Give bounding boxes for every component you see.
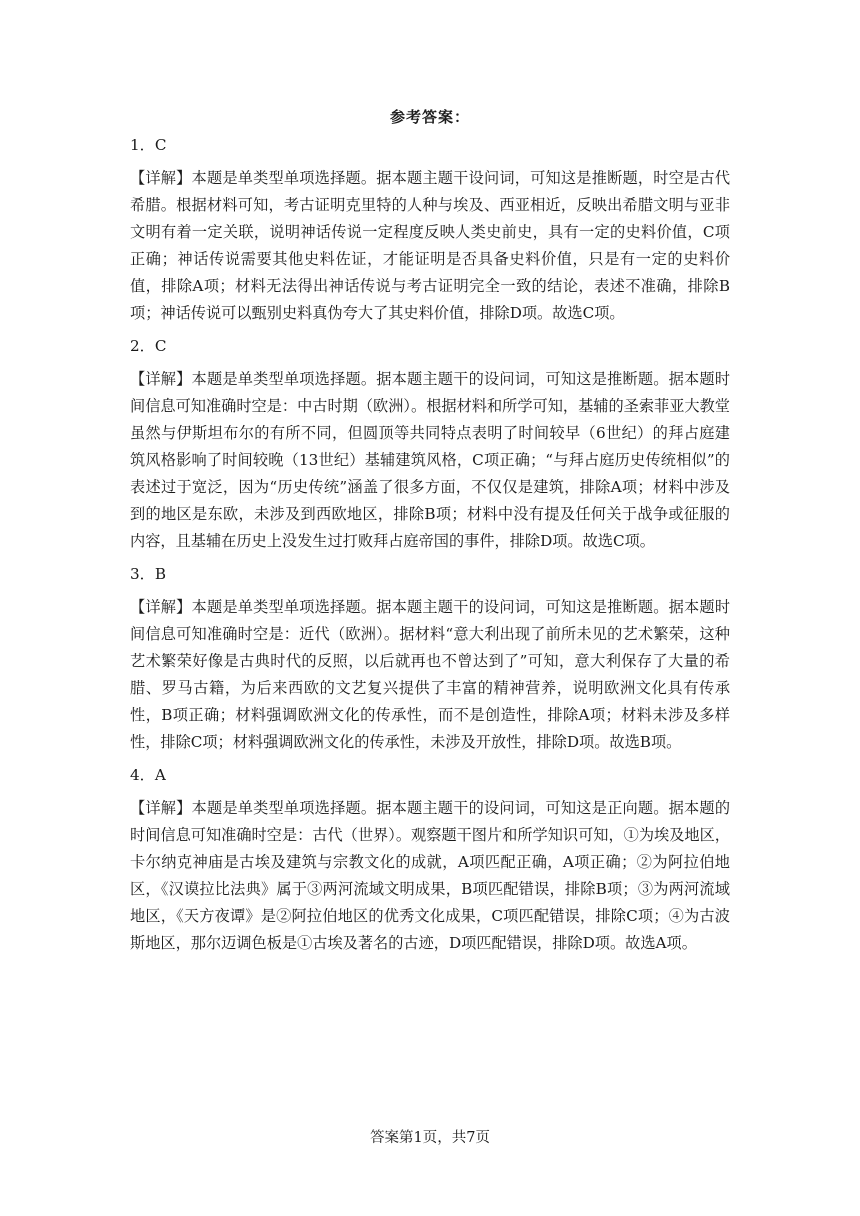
answer-item-3: [130, 561, 730, 756]
answer-item-4: [130, 762, 730, 957]
answer-number: 4．A: [130, 766, 166, 784]
answer-number: 3．B: [130, 565, 167, 583]
answer-number: 2．C: [130, 337, 167, 355]
answer-item-2: [130, 333, 730, 555]
answer-explanation: 【详解】本题是单类型单项选择题。据本题主题干的设问词，可知这是正向题。据本题的时间信息可知准确时空是：古代（世界）。观察题干图片和所学知识可知，①为埃及地区，卡尔纳克神庙是古埃及建筑与宗教文化的成就，A项匹配正确，A项正确；②为阿拉伯地区，《汉谟拉比法典》属于③两河流域文明成果，B项匹配错误，排除B项；③为两河流域地区，《天方夜谭》是②阿拉伯地区的优秀文化成果，C项匹配错误，排除C项；④为古波斯地区，那尔迈调色板是①古埃及著名的古迹，D项匹配错误，排除D项。故选A项。: [130, 799, 730, 952]
answer-item-1: [130, 132, 730, 327]
page-footer: 答案第1页，共7页: [370, 1130, 490, 1146]
answer-explanation: 【详解】本题是单类型单项选择题。据本题主题干的设问词，可知这是推断题。据本题时间信息可知准确时空是：中古时期（欧洲）。根据材料和所学可知，基辅的圣索菲亚大教堂虽然与伊斯坦布尔的有所不同，但圆顶等共同特点表明了时间较早（6世纪）的拜占庭建筑风格影响了时间较晚（13世纪）基辅建筑风格，C项正确；“与拜占庭历史传统相似”的表述过于宽泛，因为“历史传统”涵盖了很多方面，不仅仅是建筑，排除A项；材料中涉及到的地区是东欧，未涉及到西欧地区，排除B项；材料中没有提及任何关于战争或征服的内容，且基辅在历史上没发生过打败拜占庭帝国的事件，排除D项。故选C项。: [130, 370, 730, 550]
answer-explanation: 【详解】本题是单类型单项选择题。据本题主题干设问词，可知这是推断题，时空是古代希腊。根据材料可知，考古证明克里特的人种与埃及、西亚相近，反映出希腊文明与亚非文明有着一定关联，说明神话传说一定程度反映人类史前史，具有一定的史料价值，C项正确；神话传说需要其他史料佐证，才能证明是否具备史料价值，只是有一定的史料价值，排除A项；材料无法得出神话传说与考古证明完全一致的结论，表述不准确，排除B项；神话传说可以甄别史料真伪夸大了其史料价值，排除D项。故选C项。: [130, 169, 730, 322]
answer-number: 1．C: [130, 136, 167, 154]
answer-explanation: 【详解】本题是单类型单项选择题。据本题主题干的设问词，可知这是推断题。据本题时间信息可知准确时空是：近代（欧洲）。据材料“意大利出现了前所未见的艺术繁荣，这种艺术繁荣好像是古典时代的反照，以后就再也不曾达到了”可知，意大利保存了大量的希腊、罗马古籍，为后来西欧的文艺复兴提供了丰富的精神营养，说明欧洲文化具有传承性，B项正确；材料强调欧洲文化的传承性，而不是创造性，排除A项；材料未涉及多样性，排除C项；材料强调欧洲文化的传承性，未涉及开放性，排除D项。故选B项。: [130, 598, 730, 751]
answers-content: [130, 132, 730, 963]
page-title: 参考答案：: [389, 108, 470, 126]
